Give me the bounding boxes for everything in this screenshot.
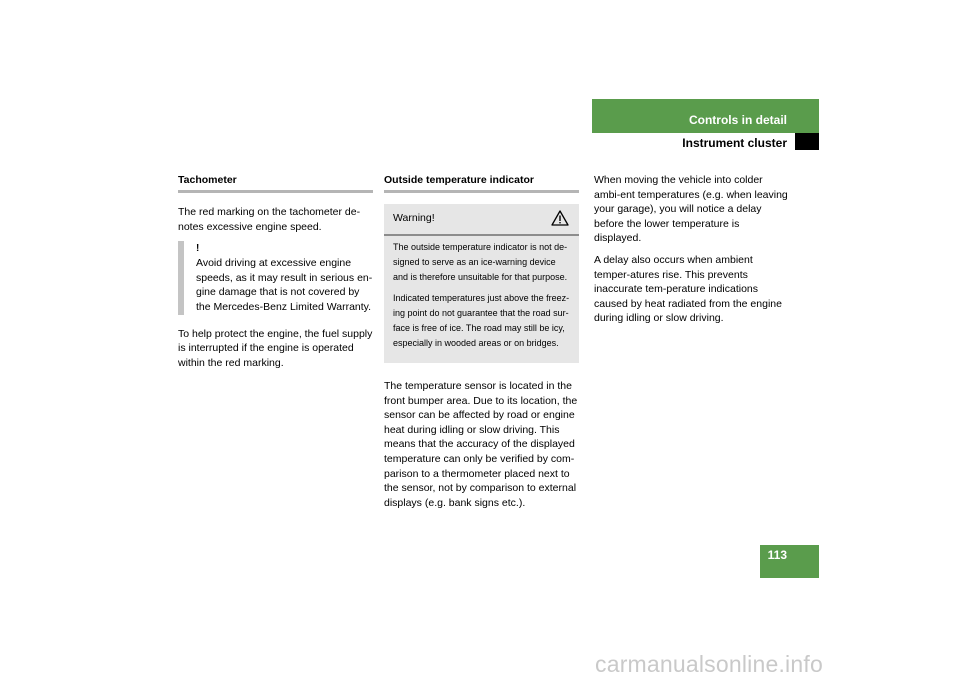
- warning-box: [384, 204, 579, 363]
- exclamation-icon: !: [196, 243, 200, 255]
- outside-temperature-paragraph: The temperature sensor is located in the front bumper area. Due to its location, the sensor can be affected by road or engine heat during idling or slow driving. This means that the accuracy of the displayed temperature can only be verified by com-parison to a thermometer placed next to the sensor, not by comparison to external displays (e.g. bank signs etc.).: [384, 380, 578, 509]
- outside-temperature-heading: Outside temperature indicator: [384, 173, 579, 193]
- tachometer-paragraph-1: The red marking on the tachometer de-notes excessive engine speed.: [178, 206, 361, 233]
- page-number: 113: [767, 548, 787, 562]
- header-tab-marker: [795, 133, 819, 150]
- warning-paragraph-1: The outside temperature indicator is not de-signed to serve as an ice-warning device and is therefore unsuitable for that purpose.: [393, 242, 568, 282]
- column-tachometer: [178, 173, 373, 377]
- warning-paragraph-2: Indicated temperatures just above the freez-ing point do not guarantee that the road sur-face is free of ice. The road may still be icy, especially in wooded areas or on bridges.: [393, 293, 570, 348]
- tachometer-paragraph-2: To help protect the engine, the fuel supply is interrupted if the engine is operated within the red marking.: [178, 327, 373, 369]
- warning-title: Warning!: [393, 211, 435, 224]
- third-column-paragraph-2: A delay also occurs when ambient temper-atures rise. This prevents inaccurate tem-perature indications caused by heat radiated from the engine during idling or slow driving.: [594, 253, 782, 325]
- tachometer-heading: Tachometer: [178, 173, 373, 193]
- notice-box: [178, 241, 373, 314]
- third-column-paragraph-1: When moving the vehicle into colder ambi-ent temperatures (e.g. when leaving your garage), you will notice a delay before the lower temperature is displayed.: [594, 174, 788, 245]
- subsection-title: Instrument cluster: [682, 136, 787, 150]
- watermark[interactable]: carmanualsonline.info: [595, 651, 823, 677]
- column-continued: [594, 173, 789, 333]
- notice-text: Avoid driving at excessive engine speeds, as it may result in serious en-gine damage that is not covered by the Mercedes-Benz Limited Warranty.: [196, 257, 373, 313]
- warning-triangle-icon: [551, 210, 569, 226]
- section-title: Controls in detail: [688, 113, 787, 127]
- column-outside-temperature: [384, 173, 579, 517]
